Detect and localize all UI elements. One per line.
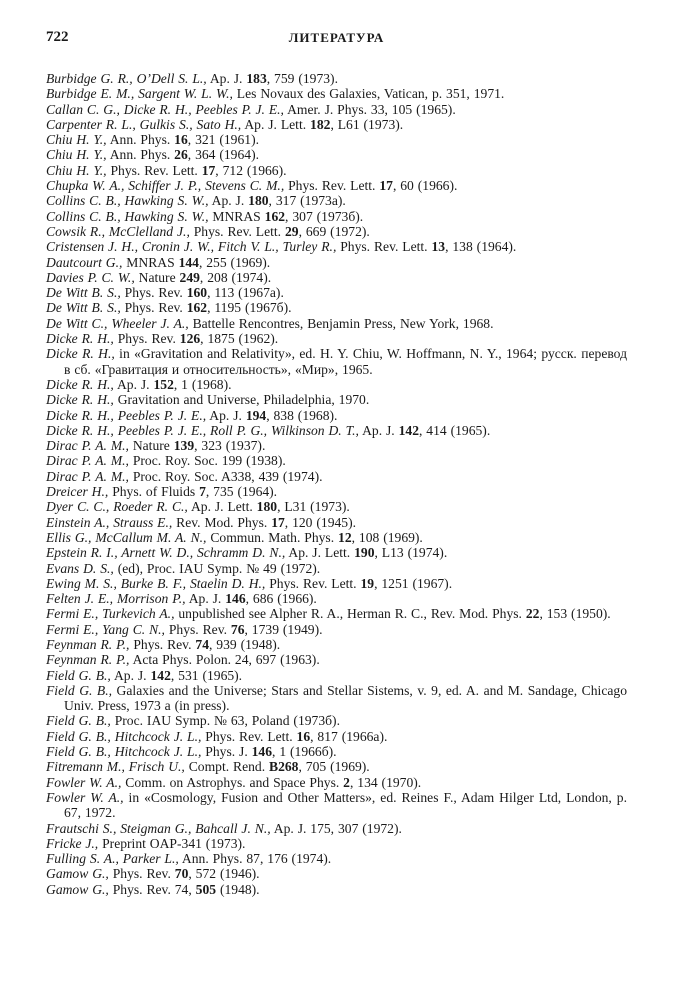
reference-entry [46, 637, 627, 652]
reference-source: Phys. Rev. Lett. [106, 162, 202, 178]
reference-details: , 1 (1968). [173, 376, 232, 392]
reference-details: , 1 (1966б). [272, 744, 337, 760]
reference-source: Ap. J. 175, 307 (1972). [270, 820, 402, 836]
reference-entry [46, 744, 627, 759]
reference-entry [46, 469, 627, 484]
reference-volume: 183 [246, 71, 267, 86]
reference-details: , 1195 (1967б). [207, 300, 292, 316]
reference-source: Ann. Phys. 87, 176 (1974). [178, 851, 332, 867]
reference-entry [46, 576, 627, 591]
reference-volume: 17 [271, 514, 285, 530]
reference-volume: 144 [178, 254, 199, 270]
reference-authors: Field G. B., Hitchcock J. L., [46, 728, 202, 744]
reference-authors: Fitremann M., Frisch U., [46, 759, 185, 775]
reference-details: , 686 (1966). [245, 591, 317, 607]
reference-authors: Fermi E., Yang C. N., [46, 621, 165, 637]
reference-authors: Cowsik R., McClelland J., [46, 223, 190, 239]
reference-volume: 146 [225, 591, 246, 607]
reference-authors: Callan C. G., Dicke R. H., Peebles P. J. E., [46, 101, 284, 117]
reference-authors: Frautschi S., Steigman G., Bahcall J. N., [46, 820, 271, 836]
reference-authors: Dicke R. H., [46, 346, 115, 362]
reference-source: Phys. Rev. Lett. [284, 178, 380, 194]
reference-details: , 1875 (1962). [200, 331, 279, 347]
reference-details: , L13 (1974). [374, 545, 448, 561]
reference-authors: Dreicer H., [46, 484, 109, 500]
reference-volume: 12 [338, 529, 352, 545]
reference-source: Ap. J. [185, 591, 226, 607]
reference-volume: 26 [174, 147, 188, 163]
reference-authors: Felten J. E., Morrison P., [46, 591, 186, 607]
reference-source: Ap. J. [358, 422, 399, 438]
reference-authors: Collins C. B., Hawking S. W., [46, 193, 209, 209]
reference-source: Phys. Rev. Lett. [265, 575, 361, 591]
reference-authors: Dicke R. H., Peebles P. J. E., Roll P. G., Wilkinson D. T., [46, 422, 359, 438]
reference-entry [46, 331, 627, 346]
reference-volume: 29 [284, 223, 299, 239]
reference-entry [46, 851, 627, 866]
reference-entry [46, 255, 627, 270]
reference-details: , 939 (1948). [208, 636, 281, 652]
reference-volume: 190 [354, 545, 375, 561]
reference-source: Ap. J. [208, 193, 249, 209]
reference-volume: 17 [379, 178, 393, 194]
reference-source: Ann. Phys. [106, 147, 175, 163]
reference-authors: De Witt B. S., [46, 300, 121, 316]
reference-source: Comm. on Astrophys. and Space Phys. [121, 774, 344, 790]
reference-authors: Fermi E., Turkevich A., [46, 606, 175, 622]
reference-authors: Field G. B., [46, 682, 113, 698]
reference-entry [46, 453, 627, 468]
reference-volume: 76 [230, 621, 245, 637]
reference-entry [46, 285, 627, 300]
reference-source: unpublished see Alpher R. A., Herman R. C., Rev. Mod. Phys. [174, 606, 526, 622]
reference-source: Nature [128, 438, 174, 454]
reference-authors: Fowler W. A., [46, 789, 124, 805]
reference-authors: Dicke R. H., [46, 376, 114, 392]
reference-source: Ap. J. [113, 376, 154, 392]
reference-details: , 255 (1969). [198, 254, 271, 270]
reference-source: MNRAS [122, 254, 179, 270]
reference-source: Phys. Rev. Lett. [201, 728, 297, 744]
reference-volume: 162 [264, 208, 286, 224]
reference-details: , 323 (1937). [194, 438, 266, 454]
reference-entry [46, 591, 627, 606]
reference-volume: 249 [179, 269, 200, 285]
reference-volume: 162 [186, 300, 208, 316]
reference-entry [46, 499, 627, 514]
reference-authors: Dyer C. C., Roeder R. C., [46, 499, 188, 515]
reference-entry [46, 652, 627, 667]
reference-authors: Cristensen J. H., Cronin J. W., Fitch V. L., Turley R., [46, 239, 337, 255]
reference-source: in «Cosmology, Fusion and Other Matters», ed. Reines F., Adam Hilger Ltd, London, p. 67, 1972. [64, 789, 627, 821]
reference-details: , 705 (1969). [298, 759, 370, 775]
reference-source: Ap. J. [110, 667, 151, 683]
reference-entry [46, 346, 627, 377]
reference-authors: Chiu H. Y., [46, 132, 107, 148]
reference-entry [46, 423, 627, 438]
reference-authors: Chupka W. A., Schiffer J. P., Stevens C. M., [46, 178, 285, 194]
reference-entry [46, 209, 627, 224]
reference-source: Les Novaux des Galaxies, Vatican, p. 351, 1971. [232, 86, 505, 102]
reference-volume: 146 [251, 744, 273, 760]
reference-volume: 180 [256, 499, 278, 515]
reference-details: , L31 (1973). [277, 499, 350, 515]
reference-authors: Dirac P. A. M., [46, 438, 129, 454]
reference-details: , 134 (1970). [349, 774, 422, 790]
reference-entry [46, 561, 627, 576]
reference-entry [46, 71, 627, 86]
reference-source: Ap. J. Lett. [285, 545, 355, 561]
reference-entry [46, 668, 627, 683]
reference-authors: Fulling S. A., Parker L., [46, 851, 179, 867]
reference-details: , 572 (1946). [188, 866, 260, 882]
reference-source: Phys. Rev. [108, 866, 175, 882]
reference-entry [46, 790, 627, 821]
reference-entry [46, 163, 627, 178]
reference-details: , 712 (1966). [215, 162, 287, 178]
reference-details: , 138 (1964). [445, 239, 517, 255]
reference-authors: Feynman R. P., [46, 652, 130, 668]
reference-details: , 108 (1969). [351, 529, 423, 545]
reference-volume: 13 [431, 239, 446, 255]
reference-authors: Dirac P. A. M., [46, 453, 129, 469]
reference-source: Phys. Rev. [129, 636, 196, 652]
reference-volume: 74 [195, 636, 209, 652]
reference-entry [46, 836, 627, 851]
reference-entry [46, 622, 627, 637]
reference-entry [46, 147, 627, 162]
reference-entry [46, 729, 627, 744]
reference-source: Compt. Rend. [184, 759, 270, 775]
reference-source: Phys. Rev. Lett. [189, 223, 285, 239]
reference-details: , 735 (1964). [205, 484, 278, 500]
reference-source: Phys. J. [201, 744, 252, 760]
reference-source: Rev. Mod. Phys. [172, 514, 272, 530]
reference-entry [46, 606, 627, 621]
reference-source: Battelle Rencontres, Benjamin Press, New York, 1968. [188, 315, 494, 331]
reference-volume: 17 [201, 162, 216, 178]
reference-entry [46, 270, 627, 285]
reference-entry [46, 866, 627, 881]
reference-details: , 1251 (1967). [374, 575, 453, 591]
reference-entry [46, 377, 627, 392]
reference-volume: 194 [245, 407, 267, 423]
reference-entry [46, 193, 627, 208]
reference-volume: 2 [343, 774, 350, 790]
reference-source: Commun. Math. Phys. [206, 529, 339, 545]
reference-source: (ed), Proc. IAU Symp. № 49 (1972). [113, 560, 321, 576]
reference-source: Galaxies and the Universe; Stars and Stellar Sistems, v. 9, ed. A. and M. Sandage, Chicago Univ. Press, 1973 a (in press). [64, 682, 627, 714]
reference-entry [46, 515, 627, 530]
reference-details: , 321 (1961). [187, 132, 259, 148]
reference-authors: Fowler W. A., [46, 774, 122, 790]
reference-details: , 364 (1964). [187, 147, 259, 163]
reference-source: Ap. J. Lett. [241, 116, 311, 132]
reference-source: Proc. Roy. Soc. A338, 439 (1974). [128, 468, 323, 484]
reference-authors: Einstein A., Strauss E., [46, 514, 173, 530]
reference-entry [46, 86, 627, 101]
reference-entry [46, 683, 627, 714]
reference-source: Phys. Rev. 74, [108, 881, 196, 897]
reference-entry [46, 178, 627, 193]
reference-authors: De Witt B. S., [46, 285, 121, 301]
reference-details: , 817 (1966a). [310, 728, 388, 744]
reference-source: Phys. Rev. [120, 285, 187, 301]
reference-source: Phys. Rev. Lett. [336, 239, 432, 255]
reference-volume: B268 [269, 759, 299, 775]
reference-source: MNRAS [208, 208, 265, 224]
reference-entry [46, 132, 627, 147]
reference-authors: Chiu H. Y., [46, 162, 107, 178]
reference-authors: Burbidge G. R., O’Dell S. L., [46, 71, 207, 86]
reference-entry [46, 408, 627, 423]
reference-source: Phys. Rev. [113, 331, 180, 347]
reference-details: , 120 (1945). [284, 514, 357, 530]
reference-source: Nature [134, 269, 180, 285]
reference-entry [46, 775, 627, 790]
reference-volume: 126 [179, 331, 201, 347]
reference-details: , 153 (1950). [539, 606, 611, 622]
reference-details: , 208 (1974). [199, 269, 272, 285]
reference-entry [46, 239, 627, 254]
page-number: 722 [46, 29, 69, 45]
reference-authors: Gamow G., [46, 881, 109, 897]
reference-volume: 7 [199, 484, 206, 500]
reference-volume: 160 [186, 285, 208, 301]
reference-entry [46, 300, 627, 315]
reference-details: , 307 (1973б). [285, 208, 364, 224]
reference-volume: 16 [296, 728, 311, 744]
reference-entry [46, 882, 627, 897]
reference-authors: Dirac P. A. M., [46, 468, 129, 484]
reference-authors: Collins C. B., Hawking S. W., [46, 208, 209, 224]
reference-authors: De Witt C., Wheeler J. A., [46, 315, 189, 331]
reference-authors: Dicke R. H., Peebles P. J. E., [46, 407, 207, 423]
reference-source: Acta Phys. Polon. 24, 697 (1963). [129, 652, 320, 668]
reference-entry [46, 102, 627, 117]
reference-source: Ann. Phys. [106, 132, 175, 148]
reference-volume: 182 [310, 116, 331, 132]
reference-source: Proc. IAU Symp. № 63, Poland (1973б). [110, 713, 340, 729]
reference-entry [46, 713, 627, 728]
reference-source: Phys. of Fluids [108, 484, 200, 500]
reference-volume: 180 [248, 193, 269, 209]
reference-details: , 60 (1966). [392, 178, 458, 194]
reference-entry [46, 117, 627, 132]
reference-source: Ap. J. [206, 71, 247, 86]
reference-details: , 113 (1967a). [207, 285, 284, 301]
page-header [46, 29, 627, 49]
reference-details: , 531 (1965). [170, 667, 243, 683]
reference-entry [46, 438, 627, 453]
reference-volume: 142 [398, 422, 419, 438]
reference-source: Phys. Rev. [120, 300, 187, 316]
reference-source: Amer. J. Phys. 33, 105 (1965). [283, 101, 456, 117]
reference-authors: Field G. B., Hitchcock J. L., [46, 744, 202, 760]
reference-entry [46, 530, 627, 545]
reference-volume: 152 [153, 376, 174, 392]
reference-authors: Evans D. S., [46, 560, 114, 576]
reference-entry [46, 392, 627, 407]
reference-source: Ap. J. [206, 407, 246, 423]
reference-source: Proc. Roy. Soc. 199 (1938). [128, 453, 286, 469]
reference-entry [46, 821, 627, 836]
reference-authors: Burbidge E. M., Sargent W. L. W., [46, 86, 233, 102]
reference-entry [46, 759, 627, 774]
reference-details: , 759 (1973). [266, 71, 338, 86]
reference-authors: Ewing M. S., Burke B. F., Staelin D. H., [46, 575, 266, 591]
reference-source: Phys. Rev. [164, 621, 231, 637]
reference-authors: Dicke R. H., [46, 331, 114, 347]
reference-volume: 505 [195, 881, 217, 897]
reference-volume: 142 [150, 667, 171, 683]
reference-details: , 414 (1965). [419, 422, 491, 438]
reference-source: Preprint OAP-341 (1973). [98, 835, 246, 851]
reference-volume: 139 [173, 438, 195, 454]
reference-entry [46, 316, 627, 331]
reference-volume: 16 [174, 132, 188, 148]
reference-volume: 19 [360, 575, 375, 591]
reference-list [46, 71, 627, 897]
reference-source: Gravitation and Universe, Philadelphia, 1970. [113, 392, 370, 408]
reference-authors: Chiu H. Y., [46, 147, 107, 163]
reference-details: , 1739 (1949). [244, 621, 323, 637]
reference-details: , 317 (1973a). [268, 193, 346, 209]
reference-source: in «Gravitation and Relativity», ed. H. Y. Chiu, W. Hoffmann, N. Y., 1964; русск. перевод в сб. «Гравитация и относительность», «Мир», 1965. [64, 346, 627, 377]
reference-authors: Carpenter R. L., Gulkis S., Sato H., [46, 116, 242, 132]
reference-entry [46, 545, 627, 560]
reference-authors: Feynman R. P., [46, 636, 130, 652]
reference-details: , 669 (1972). [298, 223, 370, 239]
reference-details: (1948). [216, 881, 260, 897]
reference-authors: Field G. B., [46, 667, 111, 683]
reference-authors: Ellis G., McCallum M. A. N., [46, 529, 207, 545]
reference-details: , L61 (1973). [330, 116, 404, 132]
reference-authors: Dicke R. H., [46, 392, 114, 408]
reference-authors: Fricke J., [46, 835, 99, 851]
reference-authors: Dautcourt G., [46, 254, 123, 270]
running-title: ЛИТЕРАТУРА [288, 30, 385, 45]
reference-authors: Gamow G., [46, 866, 109, 882]
reference-entry [46, 224, 627, 239]
reference-volume: 22 [525, 606, 540, 622]
reference-details: , 838 (1968). [266, 407, 338, 423]
reference-authors: Davies P. C. W., [46, 269, 135, 285]
reference-authors: Epstein R. I., Arnett W. D., Schramm D. N., [46, 545, 286, 561]
reference-volume: 70 [174, 866, 189, 882]
reference-source: Ap. J. Lett. [187, 499, 257, 515]
reference-entry [46, 484, 627, 499]
reference-authors: Field G. B., [46, 713, 111, 729]
